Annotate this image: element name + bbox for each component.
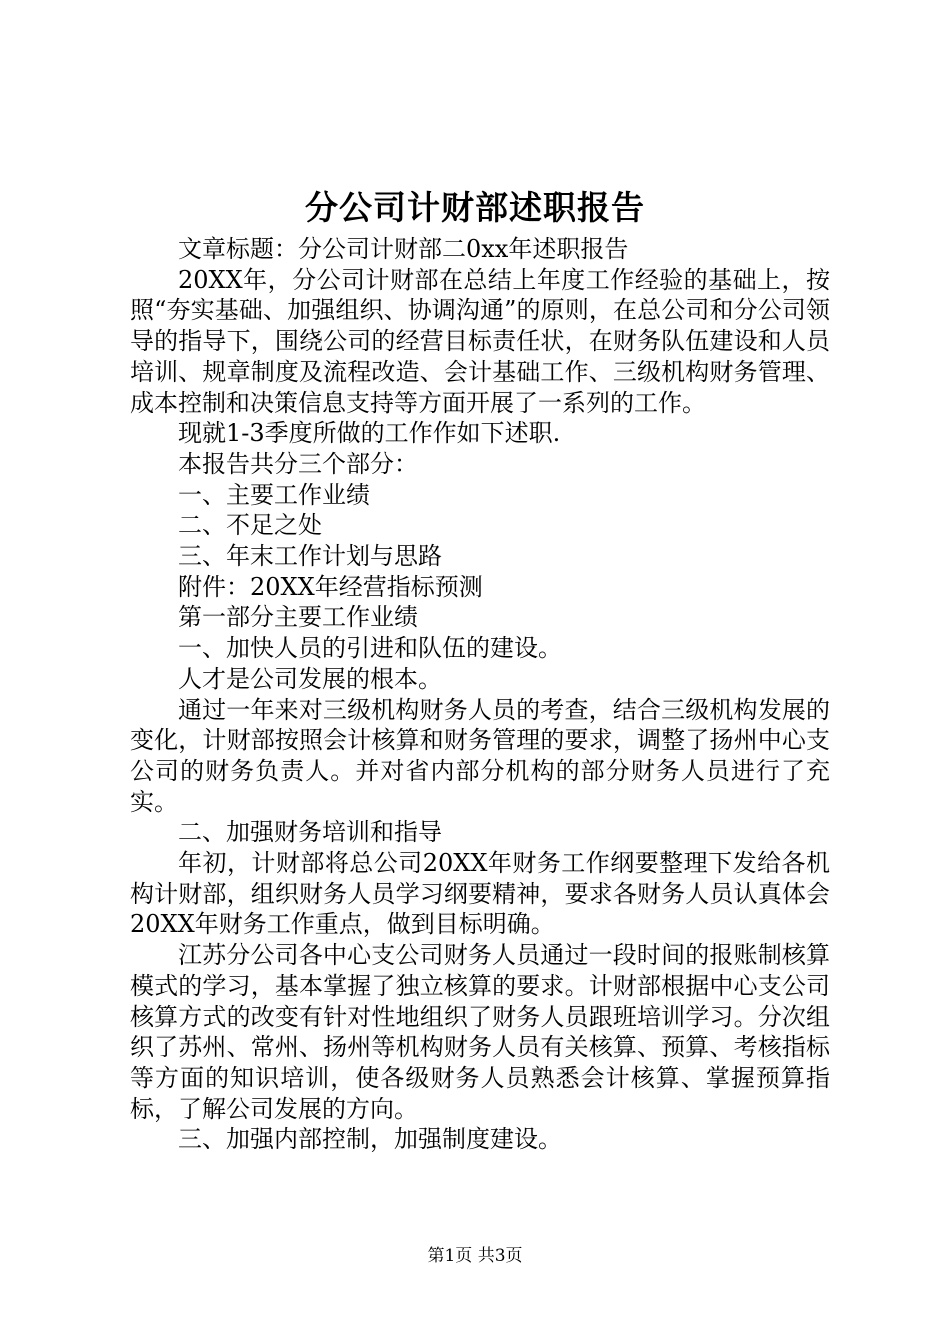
paragraph: 一、主要工作业绩: [178, 480, 370, 509]
paragraph: 江苏分公司各中心支公司财务人员通过一段时间的报账制核算模式的学习，基本掌握了独立核算的要求。计财部根据中心支公司核算方式的改变有针对性地组织了财务人员跟班培训学习。分次组织了苏州、常州、扬州等机构财务人员有关核算、预算、考核指标等方面的知识培训，使各级财务人员熟悉会计核算、掌握预算指标，了解公司发展的方向。: [130, 941, 830, 1123]
paragraph: 年初，计财部将总公司20XX年财务工作纲要整理下发给各机构计财部，组织财务人员学习纲要精神，要求各财务人员认真体会20XX年财务工作重点，做到目标明确。: [130, 849, 830, 939]
paragraph: 文章标题：分公司计财部二0xx年述职报告: [178, 235, 629, 263]
paragraph: 人才是公司发展的根本。: [178, 664, 442, 693]
subsection-heading: 一、加快人员的引进和队伍的建设。: [178, 634, 562, 663]
paragraph: 20XX年，分公司计财部在总结上年度工作经验的基础上，按照“夯实基础、加强组织、协调沟通”的原则，在总公司和分公司领导的指导下，围绕公司的经营目标责任状，在财务队伍建设和人员培训、规章制度及流程改造、会计基础工作、三级机构财务管理、成本控制和决策信息支持等方面开展了一系列的工作。: [130, 265, 830, 417]
subsection-heading: 三、加强内部控制，加强制度建设。: [178, 1125, 562, 1154]
paragraph: 附件：20XX年经营指标预测: [178, 572, 483, 601]
paragraph: 二、不足之处: [178, 511, 322, 540]
section-heading: 第一部分主要工作业绩: [178, 603, 418, 632]
page-footer: 第1页 共3页: [427, 1246, 523, 1266]
document-title: 分公司计财部述职报告: [305, 188, 645, 227]
paragraph: 本报告共分三个部分：: [178, 449, 418, 478]
paragraph: 三、年末工作计划与思路: [178, 542, 442, 571]
paragraph: 通过一年来对三级机构财务人员的考查，结合三级机构发展的变化，计财部按照会计核算和财务管理的要求，调整了扬州中心支公司的财务负责人。并对省内部分机构的部分财务人员进行了充实。: [130, 695, 830, 816]
document-body: [130, 234, 830, 1155]
paragraph: 现就1-3季度所做的工作作如下述职.: [178, 419, 561, 448]
subsection-heading: 二、加强财务培训和指导: [178, 818, 442, 847]
